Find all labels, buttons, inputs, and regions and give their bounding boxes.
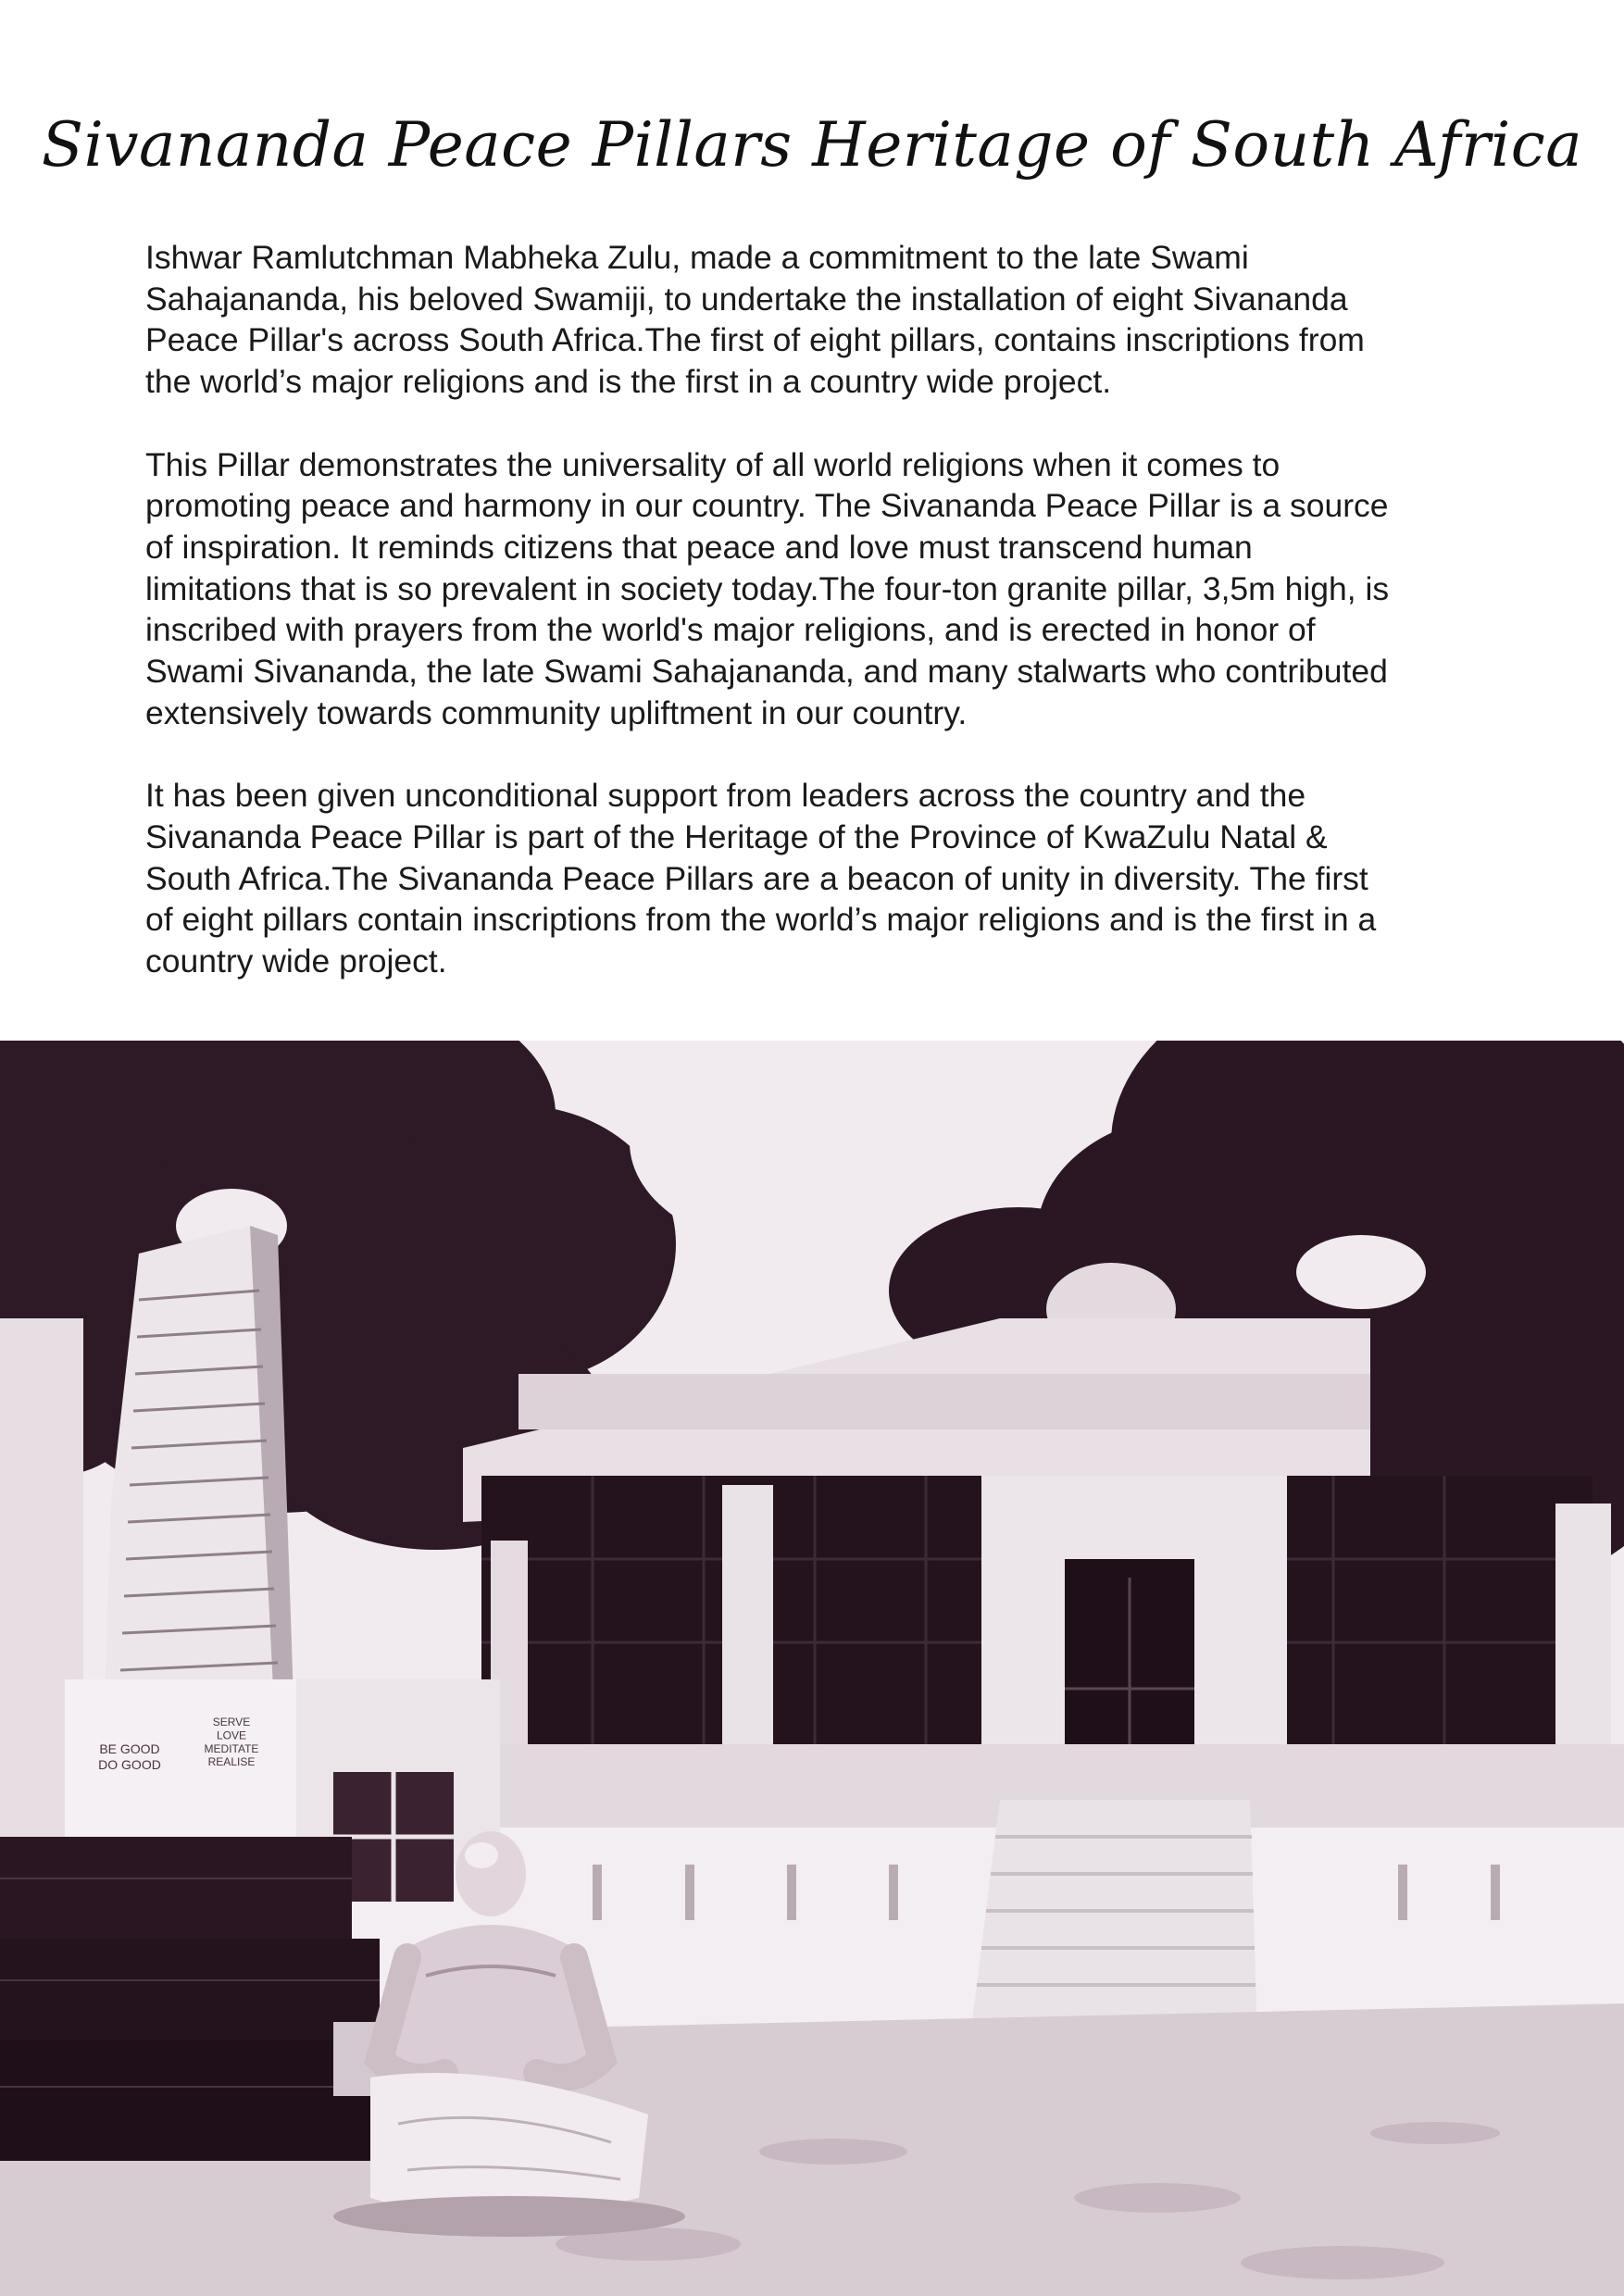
inscription-line: MEDITATE: [204, 1741, 259, 1755]
pillar-inscription-left: [98, 1741, 161, 1772]
temple-photo-illustration: [0, 1041, 1624, 2296]
body-text: [145, 237, 1516, 1023]
paragraph-2: This Pillar demonstrates the universality of all world religions when it comes to promoting peace and harmony in our country. The Sivananda Peace Pillar is a source of inspiration. It reminds citizens that peace and love must transcend human limitations that is so prevalent in society today.The four-ton granite pillar, 3,5m high, is inscribed with prayers from the world's major religions, and is erected in honor of Swami Sivananda, the late Swami Sahajananda, and many stalwarts who contributed extensively towards community upliftment in our country.: [145, 445, 1390, 731]
inscription-line: SERVE: [212, 1716, 251, 1728]
inscription-line: REALISE: [207, 1755, 256, 1769]
paragraph-1: Ishwar Ramlutchman Mabheka Zulu, made a commitment to the late Swami Sahajananda, his beloved Swamiji, to undertake the installation of eight Sivananda Peace Pillar's across South Africa.The first of eight pillars, contains inscriptions from the world’s major religions and is the first in a country wide project.: [145, 239, 1365, 401]
page-title: Sivananda Peace Pillars Heritage of South Africa: [41, 109, 1583, 181]
inscription-line: LOVE: [216, 1728, 247, 1742]
inscription-line: BE GOOD: [99, 1741, 160, 1756]
paragraph-3: It has been given unconditional support from leaders across the country and the Sivananda Peace Pillar is part of the Heritage of the Province of KwaZulu Natal & South Africa.The Sivananda Peace Pillars are a beacon of unity in diversity. The first of eight pillars contain inscriptions from the world’s major religions and is the first in a country wide project.: [145, 777, 1377, 980]
inscription-line: DO GOOD: [98, 1756, 161, 1772]
temple-photo: [0, 1041, 1624, 2296]
